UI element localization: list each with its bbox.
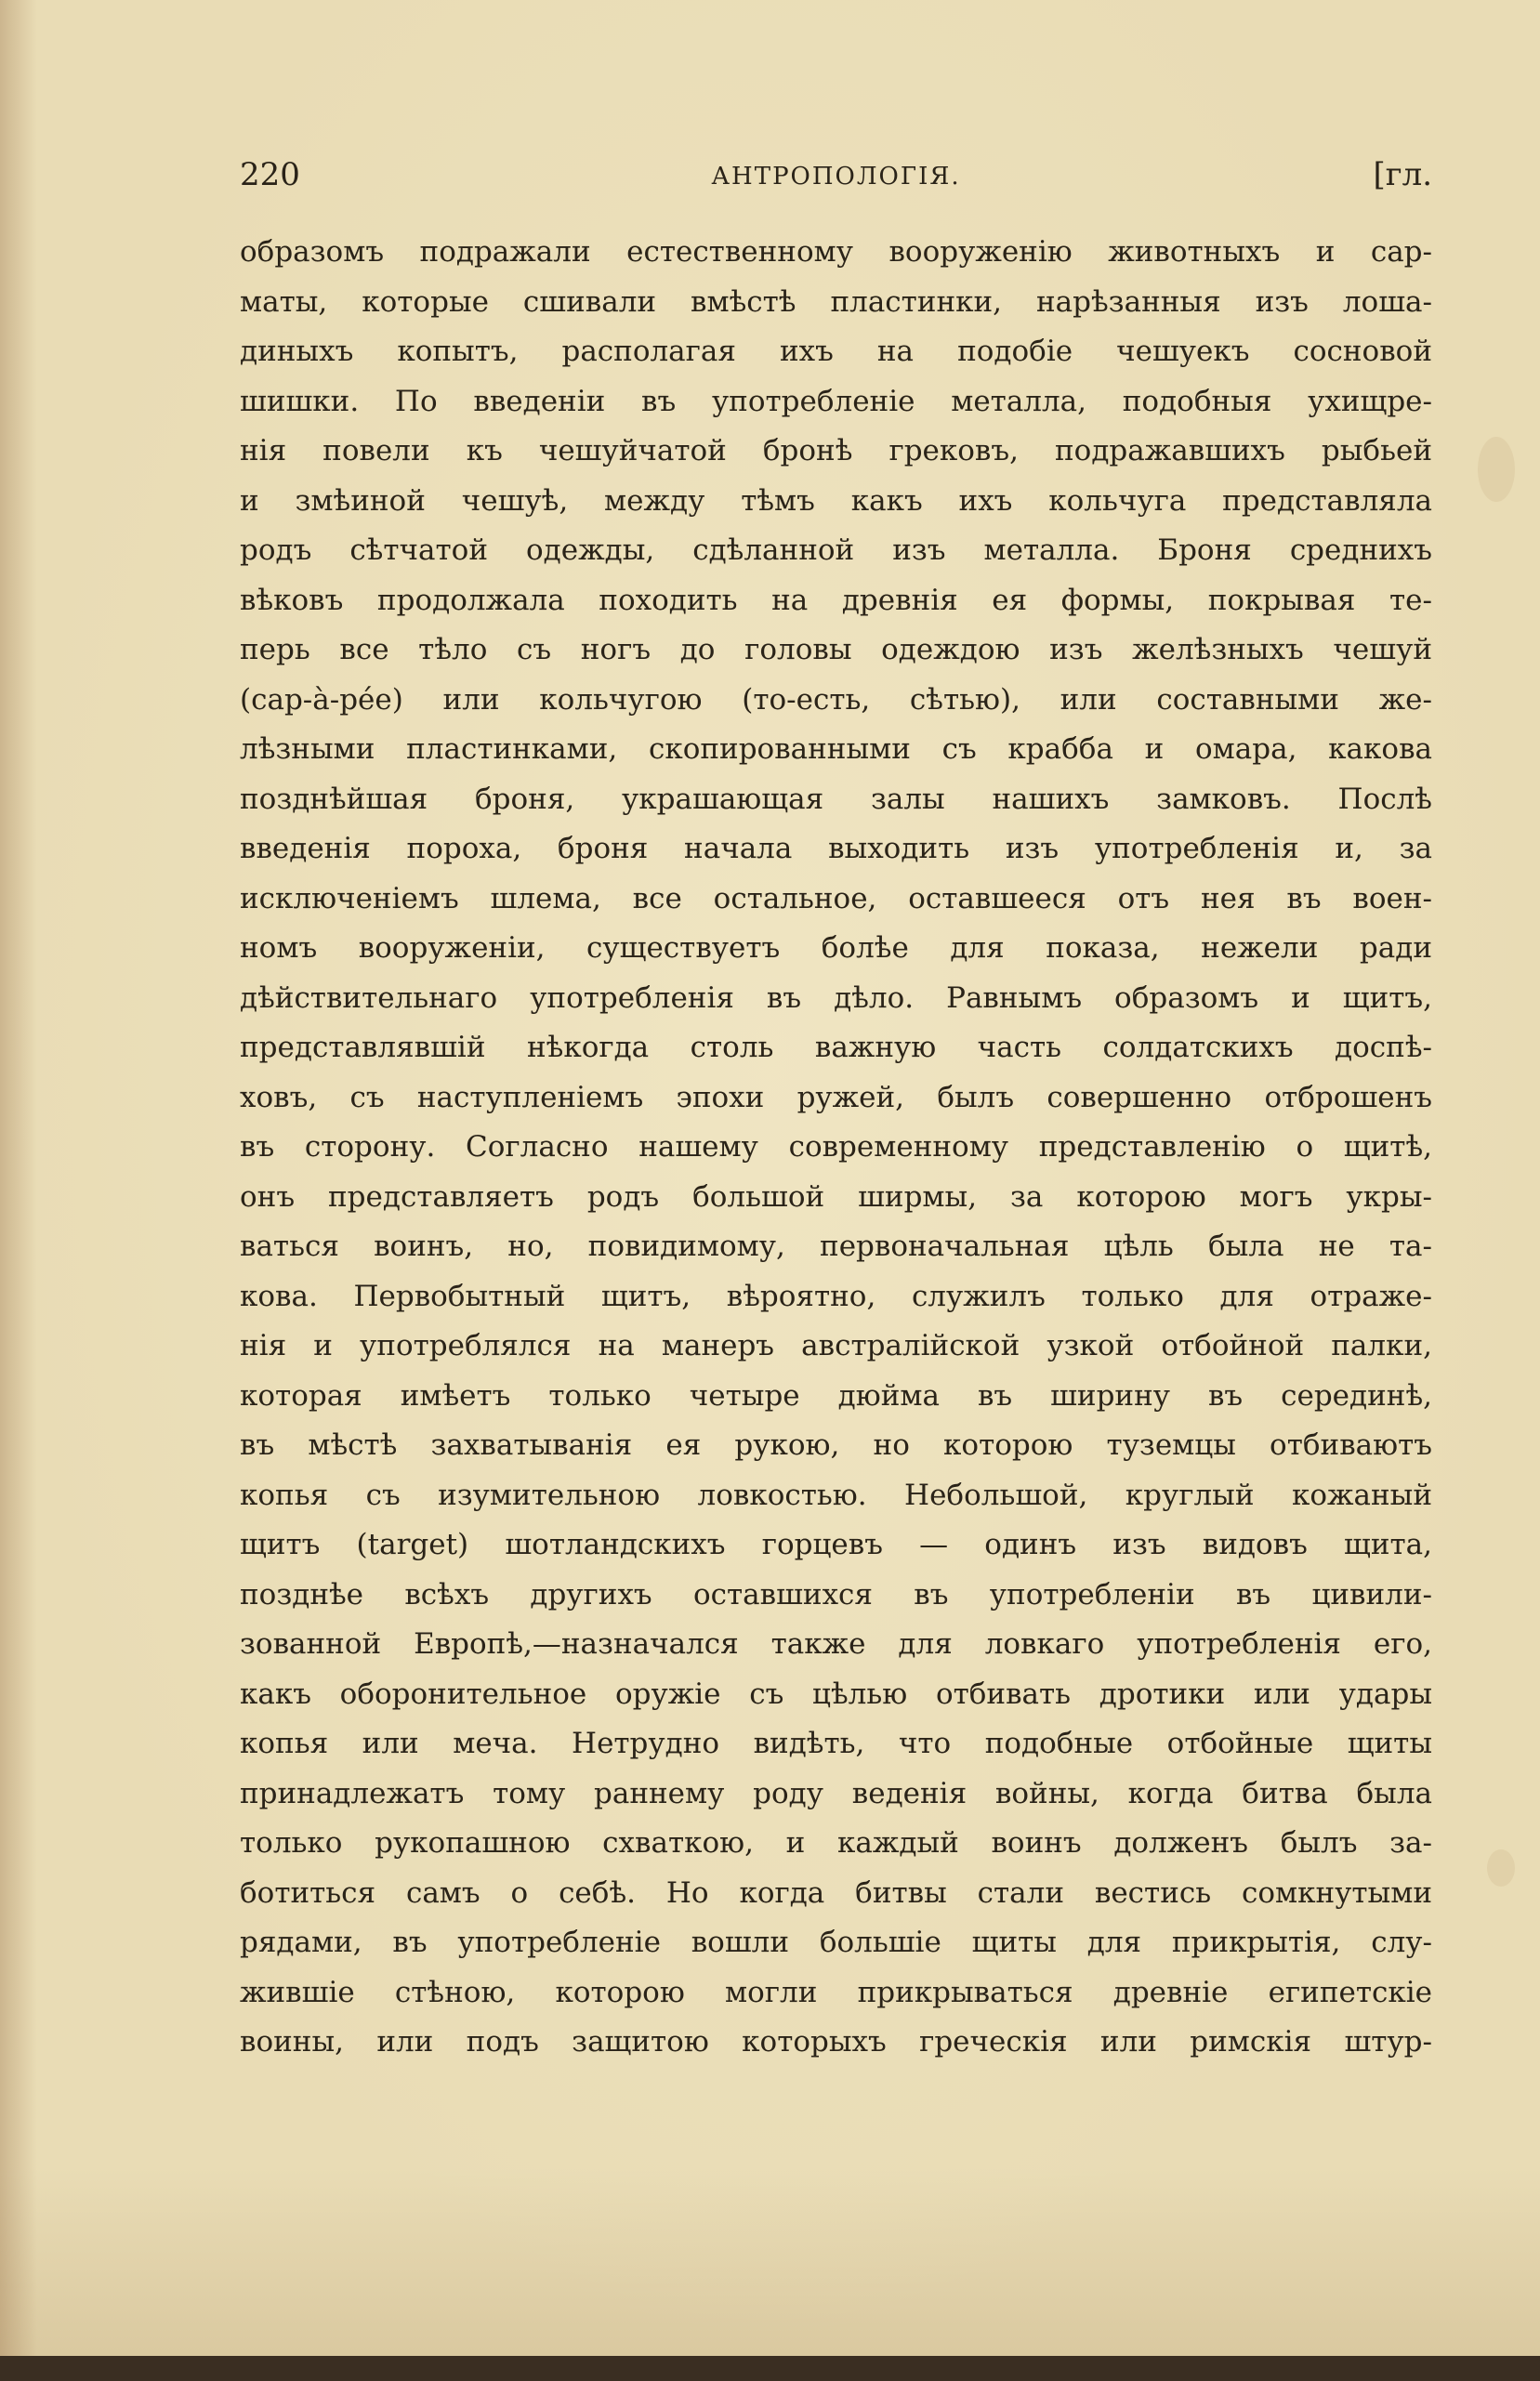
- text-line: лѣзными пластинками, скопированными съ крабба и омара, какова: [240, 732, 1432, 766]
- text-line: жившіе стѣною, которою могли прикрываться древніе египетскіе: [240, 1975, 1432, 2009]
- text-line: шишки. По введеніи въ употребленіе металла, подобныя ухищре-: [240, 384, 1432, 418]
- text-line: въ сторону. Согласно нашему современному представленію о щитѣ,: [240, 1130, 1432, 1164]
- text-line: позднѣе всѣхъ другихъ оставшихся въ употребленіи въ цивили-: [240, 1577, 1432, 1611]
- text-line: (cap-à-pée) или кольчугою (то-есть, сѣтью), или составными же-: [240, 682, 1432, 717]
- text-line: которая имѣетъ только четыре дюйма въ ширину въ серединѣ,: [240, 1378, 1432, 1413]
- text-line: исключеніемъ шлема, все остальное, оставшееся отъ нея въ воен-: [240, 881, 1432, 915]
- text-line: кова. Первобытный щитъ, вѣроятно, служилъ только для отраже-: [240, 1279, 1432, 1313]
- text-line: нія повели къ чешуйчатой бронѣ грековъ, подражавшихъ рыбьей: [240, 434, 1432, 467]
- text-line: принадлежатъ тому раннему роду веденія войны, когда битва была: [240, 1776, 1432, 1810]
- text-line: вѣковъ продолжала походить на древнія ея формы, покрывая те-: [240, 583, 1432, 617]
- text-line: только рукопашною схваткою, и каждый воинъ долженъ былъ за-: [240, 1826, 1432, 1860]
- text-line: маты, которые сшивали вмѣстѣ пластинки, нарѣзанныя изъ лоша-: [240, 284, 1432, 319]
- text-line: копья или меча. Нетрудно видѣть, что подобные отбойные щиты: [240, 1727, 1432, 1760]
- text-line: ховъ, съ наступленіемъ эпохи ружей, былъ совершенно отброшенъ: [240, 1080, 1432, 1114]
- text-line: въ мѣстѣ захватыванія ея рукою, но которою туземцы отбиваютъ: [240, 1428, 1432, 1462]
- text-line: рядами, въ употребленіе вошли большіе щиты для прикрытія, слу-: [240, 1926, 1432, 1959]
- text-line: образомъ подражали естественному вооруженію животныхъ и сар-: [240, 235, 1432, 269]
- page-number: 220: [240, 156, 300, 193]
- text-line: щитъ (target) шотландскихъ горцевъ — одинъ изъ видовъ щита,: [240, 1528, 1432, 1561]
- text-line: представлявшій нѣкогда столь важную часть солдатскихъ доспѣ-: [240, 1031, 1432, 1064]
- text-line: перь все тѣло съ ногъ до головы одеждою изъ желѣзныхъ чешуй: [240, 633, 1432, 666]
- text-line: ботиться самъ о себѣ. Но когда битвы стали вестись сомкнутыми: [240, 1875, 1432, 1910]
- text-line: дѣйствительнаго употребленія въ дѣло. Равнымъ образомъ и щитъ,: [240, 980, 1432, 1015]
- text-line: онъ представляетъ родъ большой ширмы, за которою могъ укры-: [240, 1179, 1432, 1214]
- paper-stain: [1478, 437, 1515, 502]
- running-title: АНТРОПОЛОГІЯ.: [711, 163, 961, 191]
- text-line: позднѣйшая броня, украшающая залы нашихъ замковъ. Послѣ: [240, 782, 1432, 816]
- text-line: какъ оборонительное оружіе съ цѣлью отбивать дротики или удары: [240, 1677, 1432, 1711]
- paper-stain: [1487, 1849, 1515, 1887]
- text-line: копья съ изумительною ловкостью. Небольшой, круглый кожаный: [240, 1478, 1432, 1512]
- chapter-reference: [гл.: [1373, 156, 1432, 193]
- text-line: воины, или подъ защитою которыхъ греческія или римскія штур-: [240, 2025, 1432, 2059]
- text-line: зованной Европѣ,—назначался также для ловкаго употребленія его,: [240, 1627, 1432, 1661]
- text-line: введенія пороха, броня начала выходить изъ употребленія и, за: [240, 832, 1432, 865]
- text-line: и змѣиной чешуѣ, между тѣмъ какъ ихъ кольчуга представляла: [240, 483, 1432, 518]
- text-line: номъ вооруженіи, существуетъ болѣе для показа, нежели ради: [240, 931, 1432, 965]
- text-line: ваться воинъ, но, повидимому, первоначальная цѣль была не та-: [240, 1230, 1432, 1263]
- text-line: нія и употреблялся на манеръ австралійской узкой отбойной палки,: [240, 1329, 1432, 1362]
- body-text: [240, 228, 1432, 2068]
- page-header: [240, 147, 1432, 203]
- text-line: родъ сѣтчатой одежды, сдѣланной изъ металла. Броня среднихъ: [240, 533, 1432, 567]
- page-bottom-edge: [0, 2356, 1540, 2381]
- text-line: диныхъ копытъ, располагая ихъ на подобіе чешуекъ сосновой: [240, 335, 1432, 368]
